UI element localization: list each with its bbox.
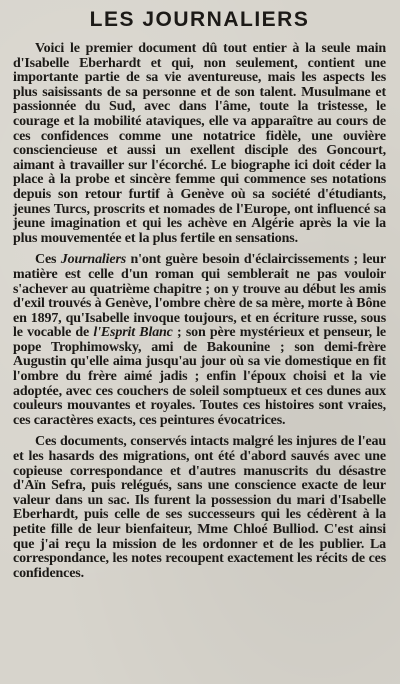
paragraph-2-text-b: n'ont guère besoin d'éclaircissements ; leur matière est celle d'un roman qui semblerait ne pas vouloir s'achever au quatrième chapitre ; on y trouve au début les amis d'exil trouvés à Genève, l'ombre chère de sa mère, morte à Bône en 1897, qu'Isabelle invoque toujours, et en écriture russe, sous le vocable de (13, 252, 386, 341)
article-title: LES JOURNALIERS (89, 8, 310, 31)
paragraph-2-text-a: Ces (35, 252, 61, 268)
paragraph-2-italic-journaliers: Journaliers (60, 252, 127, 268)
paragraph-2-text-c: ; son père mystérieux et penseur, le pope Trophimowsky, ami de Bakounine ; son demi-frère Augustin qu'elle aima jusqu'au jour où sa vie domestique en fit l'ombre du frère aimé jadis ; enfin l'époux choisi et la vie adoptée, avec ces couchers de soleil somptueux et ces dunes aux couleurs mouvantes et royales. Toutes ces histoires sont vraies, ces caractères exacts, ces peintures évocatrices. (13, 325, 386, 428)
article-paragraph-2 (13, 253, 386, 428)
article-paragraph-1: Voici le premier document dû tout entier à la seule main d'Isabelle Eberhardt et qui, non seulement, contient une importante partie de sa vie aventureuse, mais les aspects les plus saisissants de sa personne et de son talent. Musulmane et passionnée du Sud, avec dans l'âme, toute la tristesse, le courage et la mobilité ataviques, elle va apparaître au cours de ces confidences comme une notatrice fidèle, une ouvière consciencieuse et aussi un exellent disciple des Goncourt, aimant à travailler sur l'écorché. Le biographe ici doit céder la place à la probe et sincère femme qui commence ses notations depuis son retour furtif à Genève où sa société d'étudiants, jeunes Turcs, proscrits et nomades de l'Europe, ont influencé sa jeune imagination et qui les achève en Algérie après la vie la plus mouvementée et la plus fertile en sensations. (13, 41, 386, 246)
article-paragraph-3: Ces documents, conservés intacts malgré les injures de l'eau et les hasards des migrations, ont été d'abord sauvés avec une copieuse correspondance et d'autres manuscrits du désastre d'Aïn Sefra, puis relégués, sans une conscience exacte de leur valeur dans un sac. Ils furent la possession du mari d'Isabelle Eberhardt, puis celle de ses successeurs qui les cédèrent à la petite fille de leur bienfaiteur, Mme Chloé Bulliod. C'est ainsi que j'ai reçu la mission de les ordonner et de les publier. La correspondance, les notes recoupent exactement les récits de ces confidences. (13, 434, 386, 581)
paragraph-2-italic-esprit-blanc: l'Esprit Blanc (93, 325, 173, 341)
